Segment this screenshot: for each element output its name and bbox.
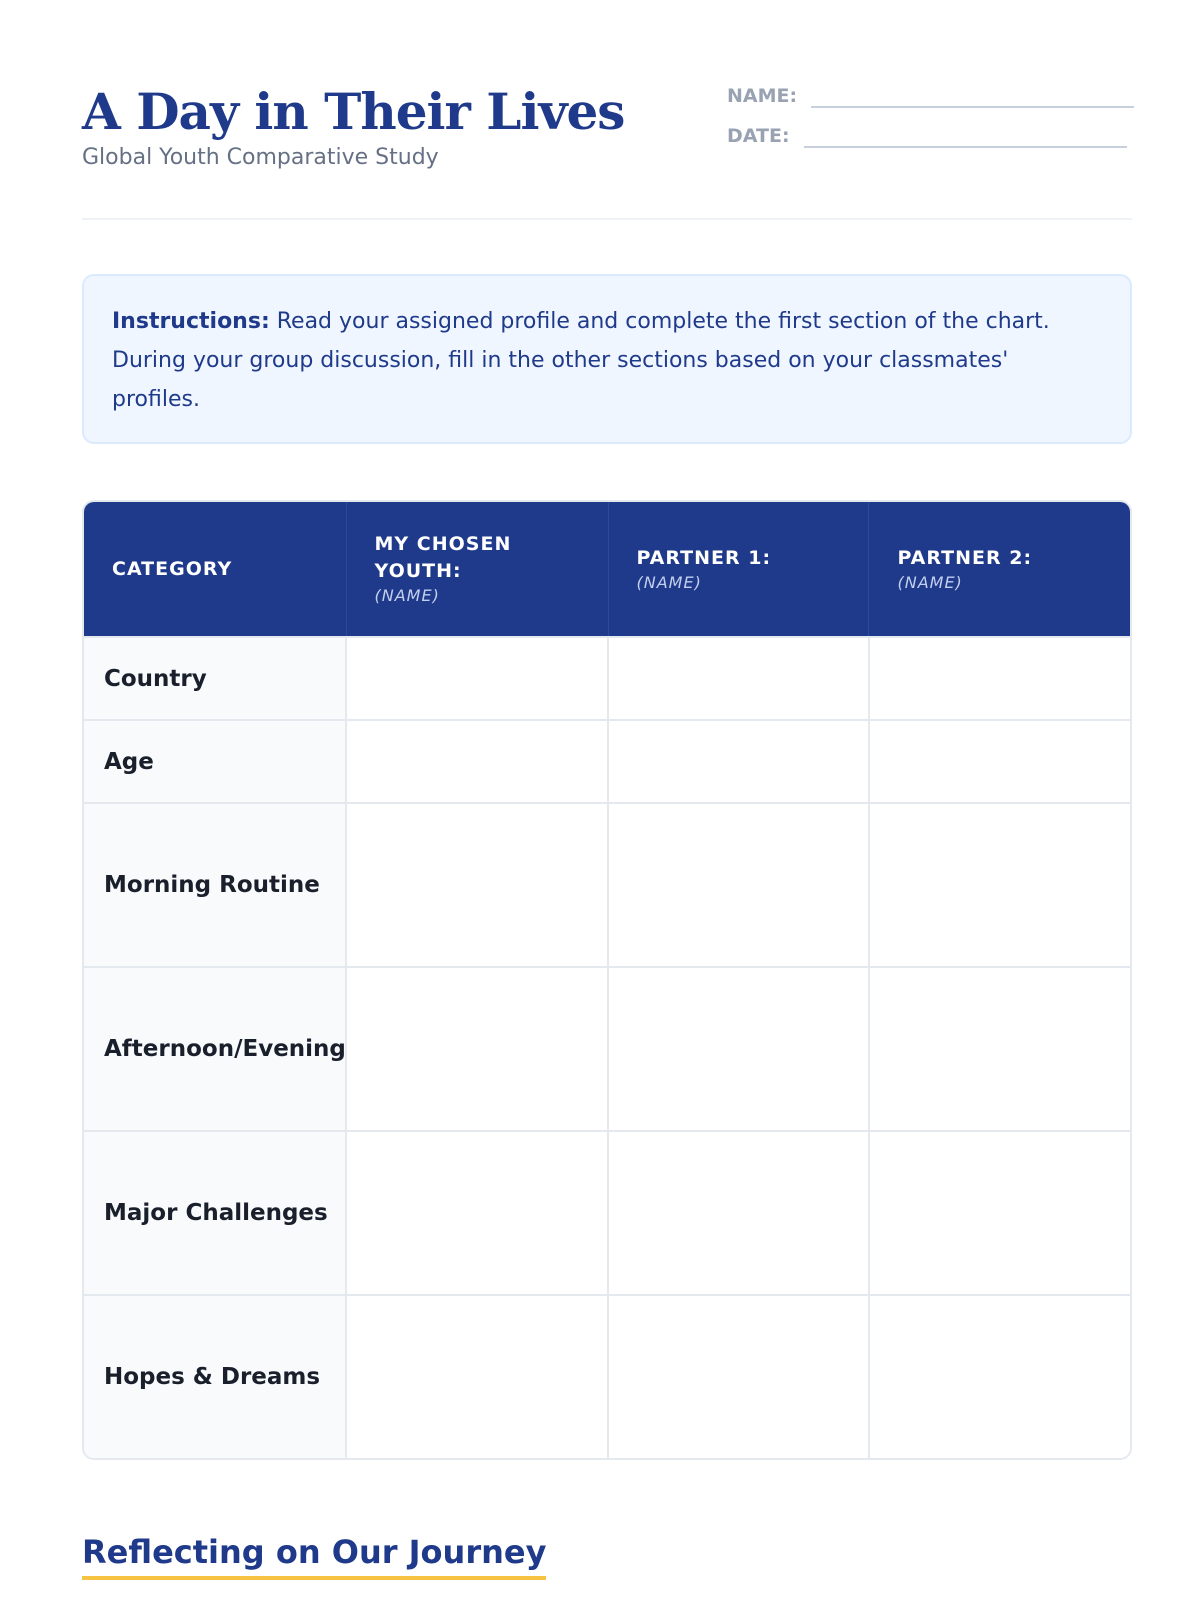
my-youth-cell[interactable] xyxy=(346,637,608,720)
table-row-age xyxy=(84,720,1130,803)
page-title: A Day in Their Lives xyxy=(82,82,625,141)
my-youth-cell[interactable] xyxy=(346,1295,608,1458)
partner-1-cell[interactable] xyxy=(608,967,869,1131)
table-row-hopes xyxy=(84,1295,1130,1458)
header-partner-1-label: PARTNER 1: xyxy=(636,546,772,569)
date-field-row xyxy=(727,120,1127,148)
partner-2-cell[interactable] xyxy=(869,967,1130,1131)
category-cell: Country xyxy=(84,637,346,720)
name-field-row xyxy=(727,80,1134,108)
partner-1-cell[interactable] xyxy=(608,637,869,720)
worksheet-header xyxy=(82,0,1132,220)
table-header-row xyxy=(84,502,1130,637)
name-input-line[interactable] xyxy=(811,80,1134,108)
header-my-youth xyxy=(346,502,608,637)
header-partner-2-sub: (NAME) xyxy=(897,572,963,592)
my-youth-cell[interactable] xyxy=(346,803,608,967)
category-cell: Age xyxy=(84,720,346,803)
table-row-morning xyxy=(84,803,1130,967)
reflection-section-title: Reflecting on Our Journey xyxy=(82,1530,546,1580)
partner-2-cell[interactable] xyxy=(869,1295,1130,1458)
page-subtitle: Global Youth Comparative Study xyxy=(82,145,439,170)
partner-1-cell[interactable] xyxy=(608,1131,869,1295)
instructions-lead: Instructions: xyxy=(112,309,270,334)
comparison-table xyxy=(82,500,1132,1460)
instructions-box xyxy=(82,274,1132,444)
category-cell: Afternoon/Evening xyxy=(84,967,346,1131)
table-row-challenges xyxy=(84,1131,1130,1295)
category-cell: Hopes & Dreams xyxy=(84,1295,346,1458)
header-partner-1 xyxy=(608,502,869,637)
partner-1-cell[interactable] xyxy=(608,1295,869,1458)
partner-2-cell[interactable] xyxy=(869,720,1130,803)
partner-2-cell[interactable] xyxy=(869,1131,1130,1295)
partner-2-cell[interactable] xyxy=(869,637,1130,720)
my-youth-cell[interactable] xyxy=(346,1131,608,1295)
instructions-text: Read your assigned profile and complete the first section of the chart. During your group discussion, fill in the other sections based on your classmates' profiles. xyxy=(112,309,1050,412)
partner-1-cell[interactable] xyxy=(608,803,869,967)
date-label: DATE: xyxy=(727,125,790,147)
worksheet-page xyxy=(82,0,1132,1571)
table-row-country xyxy=(84,637,1130,720)
date-input-line[interactable] xyxy=(804,120,1127,148)
table-row-afternoon xyxy=(84,967,1130,1131)
header-category xyxy=(84,502,346,637)
partner-2-cell[interactable] xyxy=(869,803,1130,967)
header-partner-2 xyxy=(869,502,1130,637)
header-my-youth-sub: (NAME) xyxy=(374,586,440,605)
name-label: NAME: xyxy=(727,85,798,107)
header-my-youth-label: MY CHOSEN YOUTH: xyxy=(374,533,512,582)
partner-1-cell[interactable] xyxy=(608,720,869,803)
header-partner-2-label: PARTNER 2: xyxy=(897,546,1033,569)
category-cell: Major Challenges xyxy=(84,1131,346,1295)
header-category-label: CATEGORY xyxy=(112,557,233,580)
category-cell: Morning Routine xyxy=(84,803,346,967)
my-youth-cell[interactable] xyxy=(346,720,608,803)
my-youth-cell[interactable] xyxy=(346,967,608,1131)
header-partner-1-sub: (NAME) xyxy=(636,572,702,592)
